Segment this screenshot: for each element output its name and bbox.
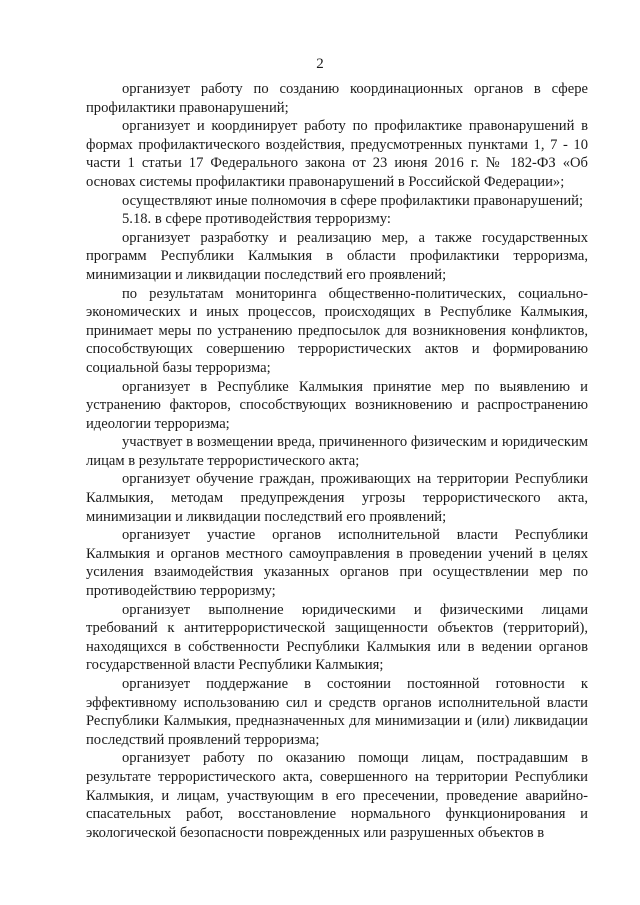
paragraph: организует выполнение юридическими и физическими лицами требований к антитеррористической защищенности объектов (территорий), находящихся в собственности Республики Калмыкия или в ведении органов государственной власти Республики Калмыкия;	[86, 601, 588, 674]
paragraph: участвует в возмещении вреда, причиненного физическим и юридическим лицам в результате террористического акта;	[86, 434, 588, 469]
paragraph: организует обучение граждан, проживающих на территории Республики Калмыкия, методам предупреждения угрозы террористического акта, минимизации и ликвидации последствий его проявлений;	[86, 471, 588, 525]
paragraph: организует в Республике Калмыкия принятие мер по выявлению и устранению факторов, способствующих возникновению и распространению идеологии терроризма;	[86, 378, 588, 432]
page-number: 2	[316, 56, 324, 72]
paragraph: по результатам мониторинга общественно-политических, социально-экономических и иных процессов, происходящих в Республике Калмыкия, принимает меры по устранению предпосылок для возникновения конфликтов, способствующих совершению террористических актов и формированию социальной базы терроризма;	[86, 285, 588, 376]
paragraph: организует участие органов исполнительной власти Республики Калмыкия и органов местного самоуправления в проведении учений в целях усиления взаимодействия указанных органов при осуществлении мер по противодействию терроризму;	[86, 527, 588, 600]
paragraph: организует работу по оказанию помощи лицам, пострадавшим в результате террористического акта, совершенного на территории Республики Калмыкия, и лицам, участвующим в его пресечении, проведение аварийно-спасательных работ, восстановление нормального функционирования и экологической безопасности поврежденных или разрушенных объектов в	[86, 750, 588, 841]
paragraph: организует работу по созданию координационных органов в сфере профилактики правонарушений;	[86, 81, 588, 116]
paragraph: организует разработку и реализацию мер, а также государственных программ Республики Калмыкия в области профилактики терроризма, минимизации и ликвидации последствий его проявлений;	[86, 229, 588, 283]
paragraph: организует поддержание в состоянии постоянной готовности к эффективному использованию сил и средств органов исполнительной власти Республики Калмыкия, предназначенных для минимизации и (или) ликвидации последствий проявлений терроризма;	[86, 676, 588, 748]
paragraph: организует и координирует работу по профилактике правонарушений в формах профилактического воздействия, предусмотренных пунктами 1, 7 - 10 части 1 статьи 17 Федерального закона от 23 июня 2016 г. № 182-ФЗ «Об основах системы профилактики правонарушений в Российской Федерации»;	[86, 118, 588, 190]
section-heading: 5.18. в сфере противодействия терроризму:	[122, 211, 391, 228]
document-body	[86, 80, 588, 842]
paragraph: осуществляют иные полномочия в сфере профилактики правонарушений;	[122, 192, 584, 209]
